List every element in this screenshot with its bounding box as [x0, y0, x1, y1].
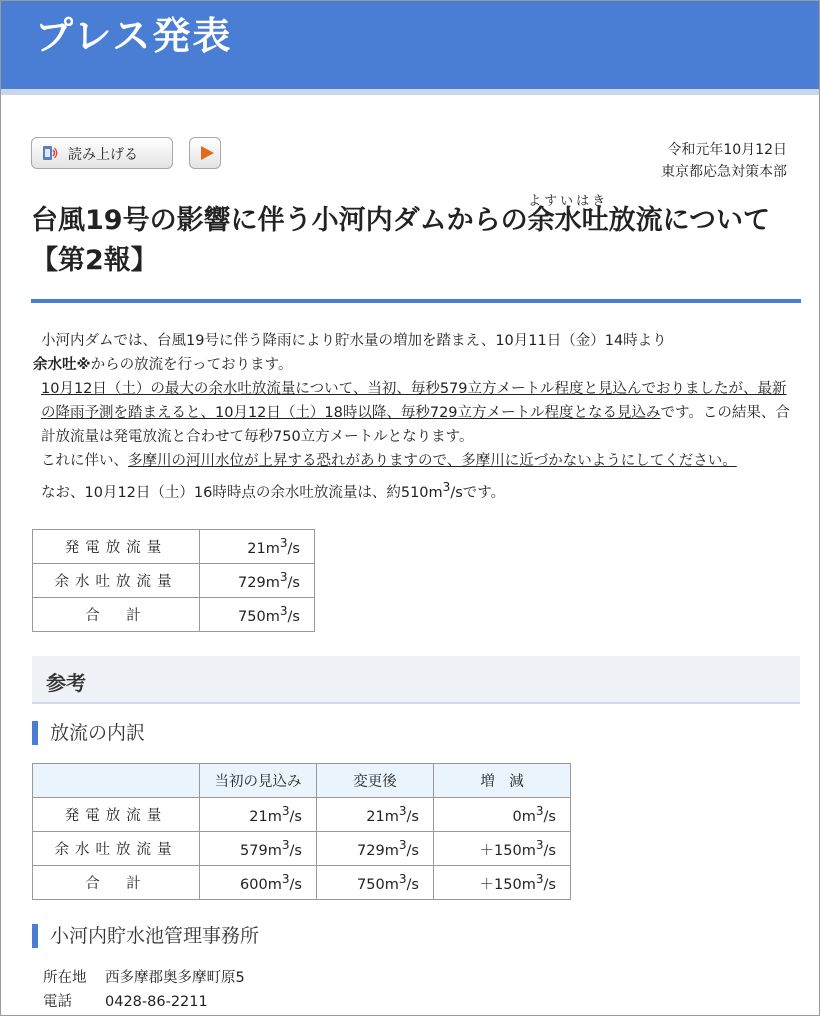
- title-ruby: [527, 194, 609, 241]
- title-part-1: 台風19号の影響に伴う小河内ダムからの: [31, 205, 528, 236]
- read-aloud-label: 読み上げる: [68, 147, 138, 163]
- address-line: [43, 966, 245, 990]
- row-value: $21m^3/s$: [200, 530, 315, 564]
- row-label: 合 計: [33, 866, 200, 900]
- reference-heading-box: [32, 656, 800, 704]
- release-date: 令和元年10月12日: [667, 142, 787, 158]
- table-header-row: [33, 764, 571, 798]
- changed-value: $729m^3/s$: [317, 832, 434, 866]
- address-value: 西多摩郡奥多摩町原5: [105, 970, 245, 986]
- phone-value: 0428-86-2211: [105, 994, 208, 1010]
- table-row: [33, 530, 315, 564]
- play-button[interactable]: [189, 137, 221, 169]
- paragraph-1: [33, 329, 797, 377]
- press-banner: [1, 1, 819, 89]
- ruby-reading: よすいはき: [528, 194, 609, 209]
- header-cell: 変更後: [317, 764, 434, 798]
- paragraph-2-rest: です。この結果、合計放流量は発電放流と合わせて毎秒750立方メートルとなります。: [41, 405, 790, 445]
- discharge-table: [32, 529, 315, 632]
- table-row: [33, 598, 315, 632]
- phone-line: [43, 990, 245, 1014]
- row-label: 発電放流量: [33, 530, 200, 564]
- forecast-change-text: 10月12日（土）の最大の余水吐放流量について、当初、毎秒579立方メートル程度と見込んでおりましたが、最新の降雨予測を踏まえると、10月12日（土）18時以降、毎秒729立方メートル程度となる見込み: [41, 381, 787, 421]
- paragraph-2: [33, 377, 797, 449]
- row-value: $729m^3/s$: [200, 564, 315, 598]
- paragraph-1-text-b: からの放流を行っております。: [90, 357, 293, 373]
- initial-value: $600m^3/s$: [200, 866, 317, 900]
- breakdown-table: [32, 763, 571, 900]
- diff-value: $0m^3/s$: [434, 798, 571, 832]
- initial-value: $21m^3/s$: [200, 798, 317, 832]
- paragraph-3: [33, 449, 797, 473]
- press-body: [33, 329, 797, 505]
- reference-heading: 参考: [46, 671, 86, 695]
- diff-value: $+150m^3/s$: [434, 832, 571, 866]
- banner-title: プレス発表: [35, 14, 233, 58]
- row-label: 余水吐放流量: [33, 564, 200, 598]
- paragraph-1-text-a: 小河内ダムでは、台風19号に伴う降雨により貯水量の増加を踏まえ、10月11日（金）14時より: [41, 333, 667, 349]
- paragraph-4-sup: 3: [442, 480, 451, 494]
- paragraph-4: [33, 475, 797, 505]
- table-row: [33, 798, 571, 832]
- diff-value: $+150m^3/s$: [434, 866, 571, 900]
- paragraph-4-text-a: なお、10月12日（土）16時時点の余水吐放流量は、約510m: [41, 484, 443, 501]
- ruby-base: 余水吐: [527, 205, 609, 236]
- speaker-icon: [42, 145, 58, 161]
- title-part-2: 放流について【第2報】: [31, 205, 771, 276]
- row-label: 発電放流量: [33, 798, 200, 832]
- changed-value: $750m^3/s$: [317, 866, 434, 900]
- address-label: 所在地: [43, 970, 87, 986]
- row-label: 合 計: [33, 598, 200, 632]
- header-cell: 増 減: [434, 764, 571, 798]
- table-row: [33, 866, 571, 900]
- table-row: [33, 832, 571, 866]
- office-contact: [43, 966, 245, 1014]
- issuer: 東京都応急対策本部: [661, 164, 787, 180]
- changed-value: $21m^3/s$: [317, 798, 434, 832]
- spillway-term: 余水吐※: [33, 357, 91, 373]
- paragraph-3-text: これに伴い、: [41, 453, 128, 469]
- title-underline: [31, 299, 801, 303]
- initial-value: $579m^3/s$: [200, 832, 317, 866]
- banner-divider: [1, 89, 819, 95]
- read-aloud-button[interactable]: [31, 137, 173, 169]
- read-aloud-toolbar: [31, 137, 209, 169]
- breakdown-heading: 放流の内訳: [32, 721, 145, 745]
- row-value: $750m^3/s$: [200, 598, 315, 632]
- row-label: 余水吐放流量: [33, 832, 200, 866]
- phone-label: 電話: [43, 994, 72, 1010]
- dateline: [661, 139, 787, 183]
- header-cell: [33, 764, 200, 798]
- warning-text: 多摩川の河川水位が上昇する恐れがありますので、多摩川に近づかないようにしてください。: [128, 453, 737, 469]
- office-heading: 小河内貯水池管理事務所: [32, 924, 259, 948]
- table-row: [33, 564, 315, 598]
- page-title: [31, 194, 801, 281]
- header-cell: 当初の見込み: [200, 764, 317, 798]
- play-icon: [201, 146, 214, 160]
- paragraph-4-text-b: /sです。: [450, 484, 506, 501]
